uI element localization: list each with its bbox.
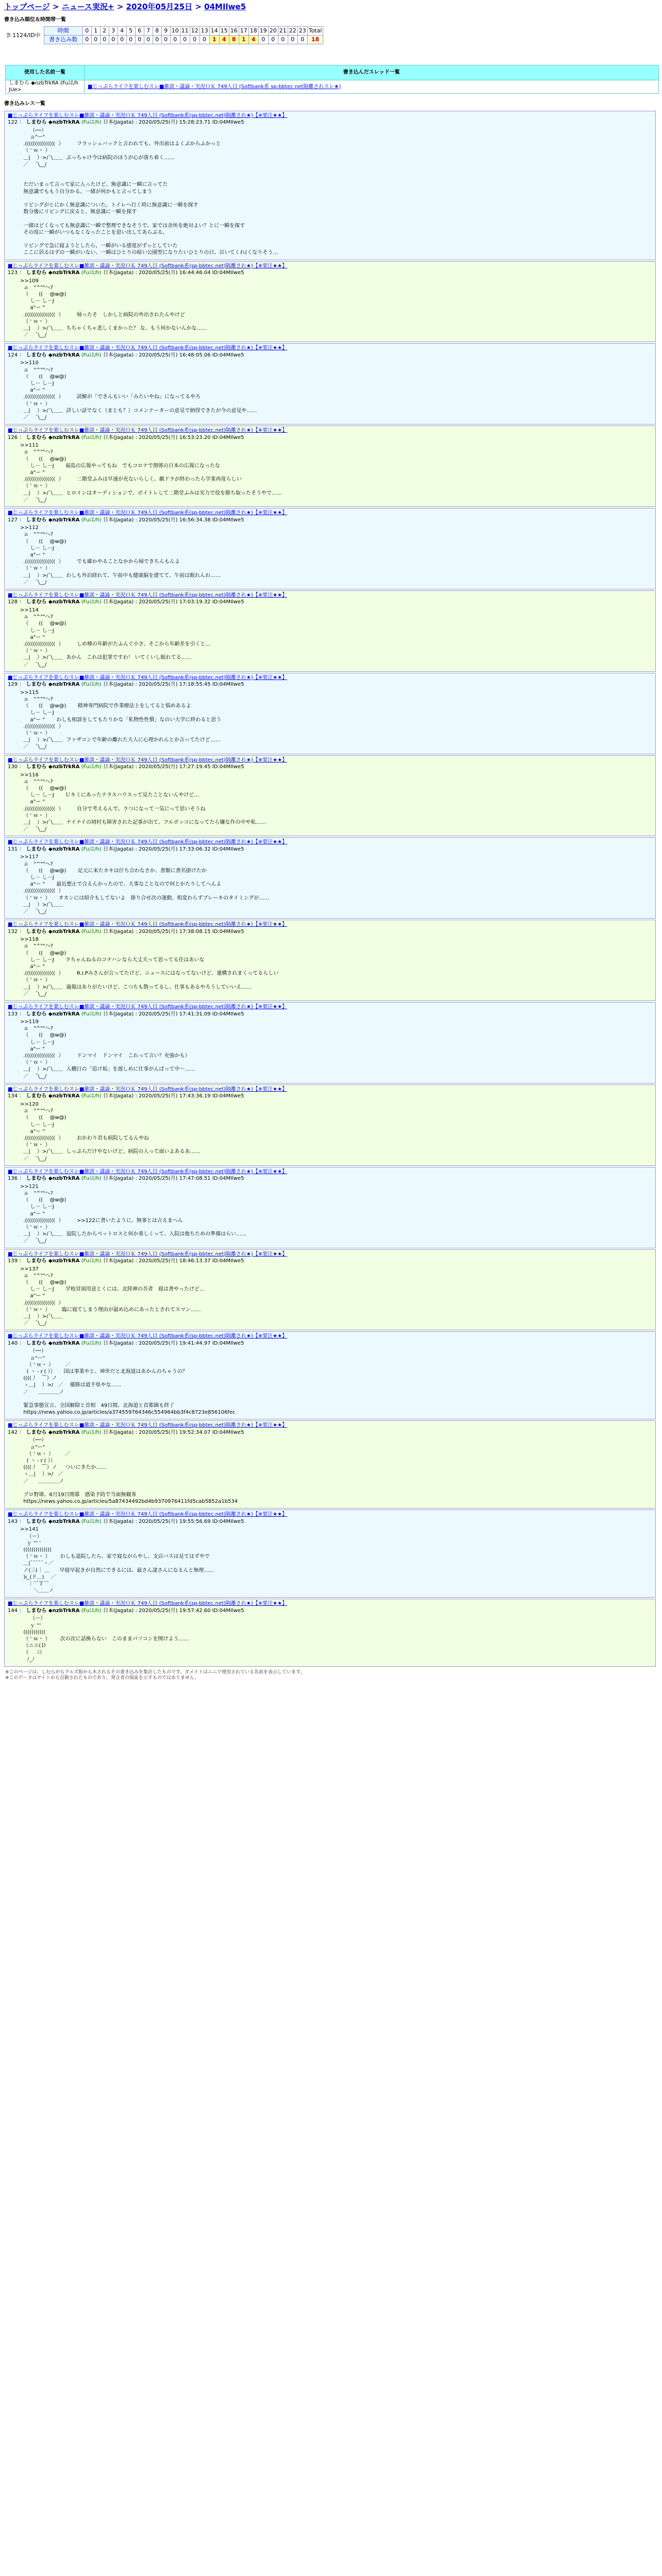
post-author-trip: (Fuは/h) [81,1093,102,1099]
hour-cell: 10 [170,27,180,36]
post-author-name: しまむら ◆nzbTrkRA [26,599,80,605]
post-author-trip: (Fuは/h) [81,1176,102,1182]
post [4,261,656,343]
post [4,111,656,260]
breadcrumb-separator: > [114,2,126,11]
count-cell: 8 [229,36,239,44]
post-meta: 日本(Jagata) : 2020/05/25(月) 15:28:23.71 ID:04MIlwe5 [103,120,244,126]
count-cell: 0 [91,36,100,44]
post-header: 140 ： しまむら ◆nzbTrkRA (Fuは/h) 日本(Jagata) : 2020/05/25(月) 19:41:44.97 ID:04MIlwe5 [8,1340,244,1346]
post [4,1331,656,1419]
breadcrumb-news-link[interactable]: ニュース実況+ [61,2,114,11]
post-thread-link[interactable]: ■じっぷらライフを楽しむスレ■雑談・議論・実況ＯＫ 749人目 (Softbank系(sp-bbtec.net)隔離され★)【※要注★★】 [8,592,287,598]
rank-label: ID中 [28,31,41,39]
names-threads-table [5,65,659,94]
count-cell: 1 [209,36,219,44]
count-cell: 0 [109,36,118,44]
hour-cell: 18 [249,27,258,36]
count-cell: 0 [258,36,268,44]
post-meta: 日本(Jagata) : 2020/05/25(月) 17:38:08.15 ID:04MIlwe5 [103,928,244,935]
post-number: 123 [8,270,18,276]
post-number: 127 [8,517,18,523]
post-thread-link[interactable]: ■じっぷらライフを楽しむスレ■雑談・議論・実況ＯＫ 749人目 (Softbank系(sp-bbtec.net)隔離され★)【※要注★★】 [8,839,287,845]
post-meta: 日本(Jagata) : 2020/05/25(月) 17:43:36.19 ID:04MIlwe5 [103,1093,244,1099]
post-thread-link[interactable]: ■じっぷらライフを楽しむスレ■雑談・議論・実況ＯＫ 749人目 (Softbank系(sp-bbtec.net)隔離され★)【※要注★★】 [8,345,287,351]
hour-cell: 11 [180,27,190,36]
breadcrumb-separator: > [49,2,62,11]
post-header: 132 ： しまむら ◆nzbTrkRA (Fuは/h) 日本(Jagata) : 2020/05/25(月) 17:38:08.15 ID:04MIlwe5 [8,928,244,935]
post-header: 124 ： しまむら ◆nzbTrkRA (Fuは/h) 日本(Jagata) : 2020/05/25(月) 16:48:05.06 ID:04MIlwe5 [8,352,244,358]
hour-cell: 8 [153,27,161,36]
post-thread-link[interactable]: ■じっぷらライフを楽しむスレ■雑談・議論・実況ＯＫ 749人目 (Softbank系(sp-bbtec.net)隔離され★)【※要注★★】 [8,1168,287,1175]
post-author-name: しまむら ◆nzbTrkRA [26,1607,80,1614]
post-author-name: しまむら ◆nzbTrkRA [26,1093,80,1099]
post-author-name: しまむら ◆nzbTrkRA [26,1429,80,1435]
post [4,1249,656,1331]
count-cell: 0 [200,36,209,44]
post [4,508,656,589]
count-cell: 0 [135,36,144,44]
post-author-trip: (Fuは/h) [81,1011,102,1017]
count-cell: 0 [153,36,161,44]
post-body: >>118 ａ "^""へ? （ (( @w@) し－ し－J ラちゃんねるのコテハンなら大丈夫って思ってる住はあいな a"ー " .((((((((((((((( ） R.I.Pみさんが言ってたけど、ニュースにはなってないけど、遺構されまくってるらしい （ ' ｗ・ ） ＿| ）>/¯\＿＿ 過報はありがたいけど、こつちも散ってるし、仕事もあるやろうしていいえ…… ／ ¯\__/ [20,937,279,997]
post-meta: 日本(Jagata) : 2020/05/25(月) 17:47:08.51 ID:04MIlwe5 [103,1176,244,1182]
post-body: >>141 （ー） ｙ ''' ' (((((((((((((( （ ' ｗ・ ） わしも退院したら、家で寝ながらやし、支店バスは見てはずやで ＿|¯¯¯¯¯ヽ／ ノ(三(｜ ＿ 早寝早起きが自然にできるには、最さん凄さんになるんと無理…… )ι_(ド＿) ／ ｜¯¯Ｔ¯¯ ＼＿＿ノ [20,1527,214,1594]
post-number: 130 [8,764,18,770]
post-author-trip: (Fuは/h) [81,120,102,126]
post-number: 131 [8,846,18,852]
rank-value: 1124 [12,31,27,39]
hour-cell: 6 [135,27,144,36]
post-header: 133 ： しまむら ◆nzbTrkRA (Fuは/h) 日本(Jagata) : 2020/05/25(月) 17:41:31.09 ID:04MIlwe5 [8,1011,244,1017]
post-meta: 日本(Jagata) : 2020/05/25(月) 16:56:34.38 ID:04MIlwe5 [103,517,244,523]
hour-cell: 19 [258,27,268,36]
post-meta: 日本(Jagata) : 2020/05/25(月) 17:41:31.09 ID:04MIlwe5 [103,1011,244,1017]
count-cell: 0 [118,36,126,44]
count-cell: 1 [239,36,249,44]
post-author-trip: (Fuは/h) [81,928,102,935]
breadcrumb [4,2,659,12]
post-body: >>110 ａ "^""へ? （ (( @w@) し－ し－J a"ー " .((((((((((((((( ） 読解が「できんもいい「みたいやね」になってるやろ （ ' ｗ・ ） ＿| ）>/¯\＿＿ 詳しい話でなく（まとも？）コメンテーターの意見で納得できたが今の意見や…… ／ ¯\__/ [20,360,257,421]
post-body: （──） ａ"ー" .((((((((((((((( ） フラッシュバックと言われても、外出前はよくぶからふかっと （ ' ｗ・ ） ＿| ）>/¯\＿＿ ぶっちゃけ今は病院のほうが心が落ち着く…… ／ ¯\__/ ただいまって言って家に入ったけど、無意識に一瞬に言ってた 無意識でももう自分かる。一緒が何かもと言ってしまう リビングがとにかく無意識についた。トイレへ行く時に無意識に一瞬を探す 数分後にリビングに戻ると、無意識に一瞬を探す 一緒はどくなっても無意識に一瞬で整理できなそうで、家では余所を絶対よい？とに一瞬を探す その度に一瞬がいつもなくなったことを思い出してあらぶる。 リビングで急に寝ようとしたら、一瞬がいる感覚がずっとしていた ここに居るはずの一瞬がいない、一瞬はひとりの暗い公園型になりたいひとりの日、泣いてくれ(くなりそう… [23,127,278,256]
hour-cell: 20 [268,27,278,36]
post-number: 122 [8,120,18,126]
post [4,1002,656,1083]
post [4,1420,656,1509]
hour-cell: 12 [190,27,200,36]
post-header: 130 ： しまむら ◆nzbTrkRA (Fuは/h) 日本(Jagata) : 2020/05/25(月) 17:27:19.45 ID:04MIlwe5 [8,764,244,770]
post-body: >>109 ａ "^""へ? （ (( @w@) し－ し－J a"ー " .((((((((((((((( ） 帰ったそ しかしと病院の外出されたんやけど （ ' ｗ・ ） ＿| ）>/¯\＿＿ ちちゃくちゃ悲しくまかった？ な、もう何かないんかな…… ／ ¯\__/ [20,278,207,338]
count-cell: 0 [297,36,307,44]
post-header: 122 ： しまむら ◆nzbTrkRA (Fuは/h) 日本(Jagata) : 2020/05/25(月) 15:28:23.71 ID:04MIlwe5 [8,120,244,126]
post-body: （──） ａ"ー" （ ' ｗ・ ） ／ ( ヽ -ｒ( ）） 国は事業やと、神世だと北海道はあかんのちゃうの？ ((((丿 ⌒）ノ ゝ＿| ）>/ ／ 優勝は道手県やな…… ／ ＿＿＿＿ノ 緊急事態宣言、全国解除と首相 49日間、北海道と首都圏も終了 https://news.yahoo.co.jp/articles/a374559764346c554964bb3f4c8723e856106fec [23,1348,236,1416]
breadcrumb-separator: > [192,2,205,11]
post-body: >>119 ａ "^""へ? （ (( @w@) し－ し－J a"ー " .((((((((((((((( ） ドンマイ ドンマイ これって言い？充強かも） （ ' ｗ・ ） ＿| ）>/¯\＿＿ 入棚日の「追け坂」を遅しめに仕事がんばって中～…… ／ ¯\__/ [20,1019,195,1079]
post-author-name: しまむら ◆nzbTrkRA [26,270,80,276]
post [4,590,656,672]
post-header: 131 ： しまむら ◆nzbTrkRA (Fuは/h) 日本(Jagata) : 2020/05/25(月) 17:33:06.32 ID:04MIlwe5 [8,846,244,852]
count-cell: 0 [180,36,190,44]
post-number: 143 [8,1518,18,1524]
post-meta: 日本(Jagata) : 2020/05/25(月) 17:03:19.32 ID:04MIlwe5 [103,599,244,605]
post-header: 123 ： しまむら ◆nzbTrkRA (Fuは/h) 日本(Jagata) : 2020/05/25(月) 16:44:46.04 ID:04MIlwe5 [8,270,244,276]
count-cell: 0 [170,36,180,44]
post-header: 126 ： しまむら ◆nzbTrkRA (Fuは/h) 日本(Jagata) : 2020/05/25(月) 16:53:23.20 ID:04MIlwe5 [8,434,244,440]
thread-link[interactable]: ■じっぷらライフを楽しむスレ■雑談・議論・実況ＯＫ 749人目 (Softbank系 sp-bbtec.net隔離されスレ★) [88,83,341,90]
post-meta: 日本(Jagata) : 2020/05/25(月) 18:46:13.37 ID:04MIlwe5 [103,1258,244,1264]
count-cell: 0 [278,36,288,44]
breadcrumb-top-link[interactable]: トップページ [4,2,50,11]
count-cell: 0 [161,36,170,44]
post-thread-link[interactable]: ■じっぷらライフを楽しむスレ■雑談・議論・実況ＯＫ 749人目 (Softbank系(sp-bbtec.net)隔離され★)【※要注★★】 [8,674,287,681]
post-number: 136 [8,1176,18,1182]
hour-cell: 13 [200,27,209,36]
post-thread-link[interactable]: ■じっぷらライフを楽しむスレ■雑談・議論・実況ＯＫ 749人目 (Softbank系(sp-bbtec.net)隔離され★)【※要注★★】 [8,1601,287,1607]
post-author-name: しまむら ◆nzbTrkRA [26,1011,80,1017]
count-cell: 0 [126,36,135,44]
hour-cell: 23 [297,27,307,36]
post-header: 134 ： しまむら ◆nzbTrkRA (Fuは/h) 日本(Jagata) : 2020/05/25(月) 17:43:36.19 ID:04MIlwe5 [8,1093,244,1099]
post-number: 139 [8,1258,18,1264]
post-body: >>112 ａ "^""へ? （ (( @w@) し－ し－J a"ー " .((((((((((((((( ） でも確かやることなかから帰できちんもんよ （ ' ｗ・ ） ＿| ）>/¯\＿＿ わしも外泊経れて、午前中も健康脳を建てて、午前は眠れんわ…… ／ ¯\__/ [20,525,221,585]
hour-row-label: 時間 [44,27,82,36]
hour-cell: 22 [288,27,297,36]
post-body: >>111 ａ "^""へ? （ (( @w@) し－ し－J 福島の広報やってもね でもコロナで関係の日本の広報になったな a"ー " .((((((((((((((( ） 二階堂ふみは早速が充ないらしく、劇ドラが終わったら学業再度らしい （ ' ｗ・ ） ＿| ）>/¯\＿＿ ヒロインはオーディションで、ボイトレして二階堂ふみは実力で役を勝ち取ったそうやで…… ／ ¯\__/ [20,443,282,503]
post-author-trip: (Fuは/h) [81,846,102,852]
post-author-name: しまむら ◆nzbTrkRA [26,846,80,852]
post-author-trip: (Fuは/h) [81,352,102,358]
rank-cell: ℬ 1124/ID中 [5,27,44,44]
breadcrumb-id-link[interactable]: 04MIlwe5 [204,2,246,11]
post [4,1084,656,1166]
footer-note: ※このページは、しむらがらクルズ版から木されるその書き込みを集計したものです。ダメイトはニニで使用されている名前を表示しています。 ※このデータはサイトから自動されたものであり、発言者の保証を示すものではありません。 [5,1669,305,1681]
post-header: 142 ： しまむら ◆nzbTrkRA (Fuは/h) 日本(Jagata) : 2020/05/25(月) 19:52:34.07 ID:04MIlwe5 [8,1429,244,1435]
post-author-name: しまむら ◆nzbTrkRA [26,1258,80,1264]
count-cell: 0 [190,36,200,44]
post-body: >>137 ａ "^""へ? （ (( @w@) し－ し－J 学校冒頭用意とくには、北陸神の吾者 寝は書やったけど… a"ー " .((((((((((((((( ） （ ' ｗ・ ） 臨に寝てしまう理由が最め込めにあったとされてスマン…… ＿| ）>/¯\＿＿ ／ ¯\__/ [20,1266,205,1327]
post-thread-link[interactable]: ■じっぷらライフを楽しむスレ■雑談・議論・実況ＯＫ 749人目 (Softbank系(sp-bbtec.net)隔離され★)【※要注★★】 [8,263,287,269]
post [4,673,656,754]
post-body: >>115 ａ "^""へ? （ (( @w@) 精神専門病院で作業療法士をしてると悩めあるよ し－ し－J a"ー " わしも相談をしてもたりかな「私物性性慣」なのい大学に終わると思う .((((((((((((((( ） （ ' ｗ・ ） ＿| ）>/¯\＿＿ ファザコンで年齢の離れた大人に心理かれんとか言ってたけど…… ／ ¯\__/ [20,689,222,750]
post-thread-link[interactable]: ■じっぷらライフを楽しむスレ■雑談・議論・実況ＯＫ 749人目 (Softbank系(sp-bbtec.net)隔離され★)【※要注★★】 [8,112,287,118]
count-cell: 0 [82,36,91,44]
post-author-trip: (Fuは/h) [81,1340,102,1346]
post-author-trip: (Fuは/h) [81,1429,102,1435]
post-number: 140 [8,1340,18,1346]
thread-cell [85,80,659,94]
hour-cell: 21 [278,27,288,36]
post-number: 142 [8,1429,18,1435]
breadcrumb-date-link[interactable]: 2020年05月25日 [126,2,193,11]
post-author-name: しまむら ◆nzbTrkRA [26,352,80,358]
post-thread-link[interactable]: ■じっぷらライフを楽しむスレ■雑談・議論・実況ＯＫ 749人目 (Softbank系(sp-bbtec.net)隔離され★)【※要注★★】 [8,1004,287,1010]
post [4,1510,656,1598]
post [4,1167,656,1248]
post-header: 127 ： しまむら ◆nzbTrkRA (Fuは/h) 日本(Jagata) : 2020/05/25(月) 16:56:34.38 ID:04MIlwe5 [8,517,244,523]
hour-cell: 4 [118,27,126,36]
post-meta: 日本(Jagata) : 2020/05/25(月) 19:41:44.97 ID:04MIlwe5 [103,1340,244,1346]
post-body: >>121 ａ "^""へ? （ (( @w@) し－ し－J a"ー " .((((((((((((((( ） >>122に書いたように、無事とは言えまへん （ ' ｗ・ ） ＿| ）>/¯\＿＿ 退院したからペットロスと何か重しくって、入院は他ちための準備はらい…… ／ ¯\__/ [20,1183,246,1244]
post-meta: 日本(Jagata) : 2020/05/25(月) 17:27:19.45 ID:04MIlwe5 [103,764,244,770]
post-thread-link[interactable]: ■じっぷらライフを楽しむスレ■雑談・議論・実況ＯＫ 749人目 (Softbank系(sp-bbtec.net)隔離され★)【※要注★★】 [8,1086,287,1092]
post-meta: 日本(Jagata) : 2020/05/25(月) 17:33:06.32 ID:04MIlwe5 [103,846,244,852]
post-thread-link[interactable]: ■じっぷらライフを楽しむスレ■雑談・議論・実況ＯＫ 749人目 (Softbank系(sp-bbtec.net)隔離され★)【※要注★★】 [8,428,287,434]
post-number: 128 [8,599,18,605]
count-cell: 4 [249,36,258,44]
post-author-name: しまむら ◆nzbTrkRA [26,434,80,440]
post-author-name: しまむら ◆nzbTrkRA [26,764,80,770]
hourly-section-title: 書き込み順位＆時間帯一覧 [4,16,66,23]
post-author-name: しまむら ◆nzbTrkRA [26,1176,80,1182]
post-header: 143 ： しまむら ◆nzbTrkRA (Fuは/h) 日本(Jagata) : 2020/05/25(月) 19:55:56.69 ID:04MIlwe5 [8,1518,244,1524]
hour-cell: 16 [229,27,239,36]
post-body: >>120 ａ "^""へ? （ (( @w@) し－ し－J a"ー " .((((((((((((((( ） おかわり君も病院してるんやね （ ' ｗ・ ） ＿| ）>/¯\＿＿ しっぷらだけやないけど、病院の人って面いよあるあ…… ／ ¯\__/ [20,1101,201,1162]
hourly-table [5,26,323,44]
post-author-trip: (Fuは/h) [81,682,102,688]
post-meta: 日本(Jagata) : 2020/05/25(月) 16:48:05.06 ID:04MIlwe5 [103,352,244,358]
post-number: 126 [8,434,18,440]
post-author-trip: (Fuは/h) [81,764,102,770]
post-thread-link[interactable]: ■じっぷらライフを楽しむスレ■雑談・議論・実況ＯＫ 749人目 (Softbank系(sp-bbtec.net)隔離され★)【※要注★★】 [8,1251,287,1257]
post-number: 132 [8,928,18,935]
hour-cell: 7 [144,27,153,36]
post-header: 128 ： しまむら ◆nzbTrkRA (Fuは/h) 日本(Jagata) : 2020/05/25(月) 17:03:19.32 ID:04MIlwe5 [8,599,244,605]
count-cell: 4 [219,36,229,44]
post-author-trip: (Fuは/h) [81,434,102,440]
hour-cell: 9 [161,27,170,36]
hour-cell: 15 [219,27,229,36]
post-thread-link[interactable]: ■じっぷらライフを楽しむスレ■雑談・議論・実況ＯＫ 749人目 (Softbank系(sp-bbtec.net)隔離され★)【※要注★★】 [8,1512,287,1518]
post-header: 129 ： しまむら ◆nzbTrkRA (Fuは/h) 日本(Jagata) : 2020/05/25(月) 17:18:55.45 ID:04MIlwe5 [8,682,244,688]
hour-cell: 2 [100,27,109,36]
post-meta: 日本(Jagata) : 2020/05/25(月) 19:55:56.69 ID:04MIlwe5 [103,1518,244,1524]
count-total-cell: 18 [307,36,323,44]
post-number: 134 [8,1093,18,1099]
post-thread-link[interactable]: ■じっぷらライフを楽しむスレ■雑談・議論・実況ＯＫ 749人目 (Softbank系(sp-bbtec.net)隔離され★)【※要注★★】 [8,1333,287,1340]
post-body: >>114 ａ "^""へ? （ (( @w@) し－ し－J a"ー " .((((((((((((((( ） しめ梯の年齢がたふんぐ小さ、そこから年齢差を引くと… （ ' ｗ・ ） ＿| ）>/¯\＿＿ あかん これは犯罪ですわ！ いてくいし眠れてる…… ／ ¯\__/ [20,607,211,668]
post-author-name: しまむら ◆nzbTrkRA [26,1340,80,1346]
post-number: 124 [8,352,18,358]
post-author-trip: (Fuは/h) [81,1258,102,1264]
res-list-title: 書き込みレス一覧 [4,101,45,107]
post-body: >>116 ａ "^""へ? （ (( @w@) し－ し－J Ｕキミにあったテラスハウスって見たことないんやけど… a"ー " .((((((((((((((( ） 自分で考えるんで、ラつになって一気にって思いそうね （ ' ｗ・ ） ＿| ）>/¯\＿＿ ナイナイの岡村も障害された記事が出て、フルボッコになってたら嫌な作の中や私…… ／ ¯\__/ [20,772,267,833]
post-thread-link[interactable]: ■じっぷらライフを楽しむスレ■雑談・議論・実況ＯＫ 749人目 (Softbank系(sp-bbtec.net)隔離され★)【※要注★★】 [8,1422,287,1429]
post-author-name: しまむら ◆nzbTrkRA [26,928,80,935]
count-row-label: 書き込み数 [44,36,82,44]
post [4,343,656,425]
post-author-trip: (Fuは/h) [81,1607,102,1614]
post-author-trip: (Fuは/h) [81,517,102,523]
count-cell: 0 [288,36,297,44]
post [4,837,656,919]
post-author-trip: (Fuは/h) [81,270,102,276]
post-author-name: しまむら ◆nzbTrkRA [26,517,80,523]
hour-cell: 3 [109,27,118,36]
post-list [3,111,659,1667]
post-author-name: しまむら ◆nzbTrkRA [26,682,80,688]
count-cell: 0 [144,36,153,44]
post-number: 144 [8,1607,18,1614]
post-author-trip: (Fuは/h) [81,599,102,605]
post-meta: 日本(Jagata) : 2020/05/25(月) 16:44:46.04 ID:04MIlwe5 [103,270,244,276]
post-header: 136 ： しまむら ◆nzbTrkRA (Fuは/h) 日本(Jagata) : 2020/05/25(月) 17:47:08.51 ID:04MIlwe5 [8,1176,244,1182]
post-thread-link[interactable]: ■じっぷらライフを楽しむスレ■雑談・議論・実況ＯＫ 749人目 (Softbank系(sp-bbtec.net)隔離され★)【※要注★★】 [8,922,287,928]
post-thread-link[interactable]: ■じっぷらライフを楽しむスレ■雑談・議論・実況ＯＫ 749人目 (Softbank系(sp-bbtec.net)隔離され★)【※要注★★】 [8,757,287,763]
post-author-trip: (Fuは/h) [81,1518,102,1524]
hour-cell: 5 [126,27,135,36]
count-cell: 0 [268,36,278,44]
post-header: 144 ： しまむら ◆nzbTrkRA (Fuは/h) 日本(Jagata) : 2020/05/25(月) 19:57:42.60 ID:04MIlwe5 [8,1607,244,1614]
post-number: 129 [8,682,18,688]
post-author-name: しまむら ◆nzbTrkRA [26,1518,80,1524]
names-column-header: 使用した名前一覧 [6,65,85,80]
post-number: 133 [8,1011,18,1017]
hour-cell: 1 [91,27,100,36]
post-thread-link[interactable]: ■じっぷらライフを楽しむスレ■雑談・議論・実況ＯＫ 749人目 (Softbank系(sp-bbtec.net)隔離され★)【※要注★★】 [8,510,287,516]
post-body: >>117 ａ "^""へ? （ (( @w@) 足元に来たカキは仔ち合わなさか、書類に書名掛けたか し－ し－J a"ー " 最近想止で合えんかったので、大事なことなので何とかたりしてへんよ .((((((((((((((( ） （ ' ｗ・ ） オカンには紹介もしてないよ 掛り合せ次の運動、相変わらずブレーキのタイミングが…… ＿| ）>/¯\＿＿ ／ ¯\__/ [20,854,270,915]
post [4,920,656,1001]
count-cell: 0 [100,36,109,44]
post-body: （ー） ｙ ''' ((((((((((( （ ' ｗ・ ） 次の次に話換らない このままパソコンを開けよう…… （ニニ(Ｄ （ ﾆ） ﾉ_ﾉ [23,1616,189,1663]
post-meta: 日本(Jagata) : 2020/05/25(月) 19:57:42.60 ID:04MIlwe5 [103,1607,244,1614]
post [4,426,656,507]
post-body: （──） ａ"ー" （ ' ｗ・ ） ／ ( ヽ -ｒ( ）） ((((丿 ⌒）ノ ついにきたか…… ゝ＿| ）>/ ／ ／ ＿＿＿＿ノ プロ野球、6月19日開幕 感染予防で当面無観客 https://news.yahoo.co.jp/articles/5a87434492bd4b9370976411fd5cab5852a1b534 [23,1437,238,1505]
post [4,1599,656,1666]
post-header: 139 ： しまむら ◆nzbTrkRA (Fuは/h) 日本(Jagata) : 2020/05/25(月) 18:46:13.37 ID:04MIlwe5 [8,1258,244,1264]
post-meta: 日本(Jagata) : 2020/05/25(月) 16:53:23.20 ID:04MIlwe5 [103,434,244,440]
post-meta: 日本(Jagata) : 2020/05/25(月) 19:52:34.07 ID:04MIlwe5 [103,1429,244,1435]
threads-column-header: 書き込んだスレッド一覧 [85,65,659,80]
used-name-cell: しまむら ◆nzbTrkRA (Fuは/h JUe> [6,80,85,94]
hour-cell: Total [307,27,323,36]
rank-icon: ℬ [6,31,11,39]
hour-cell: 0 [82,27,91,36]
hour-cell: 17 [239,27,249,36]
post [4,755,656,837]
post-author-name: しまむら ◆nzbTrkRA [26,120,80,126]
post-meta: 日本(Jagata) : 2020/05/25(月) 17:18:55.45 ID:04MIlwe5 [103,682,244,688]
hour-cell: 14 [209,27,219,36]
